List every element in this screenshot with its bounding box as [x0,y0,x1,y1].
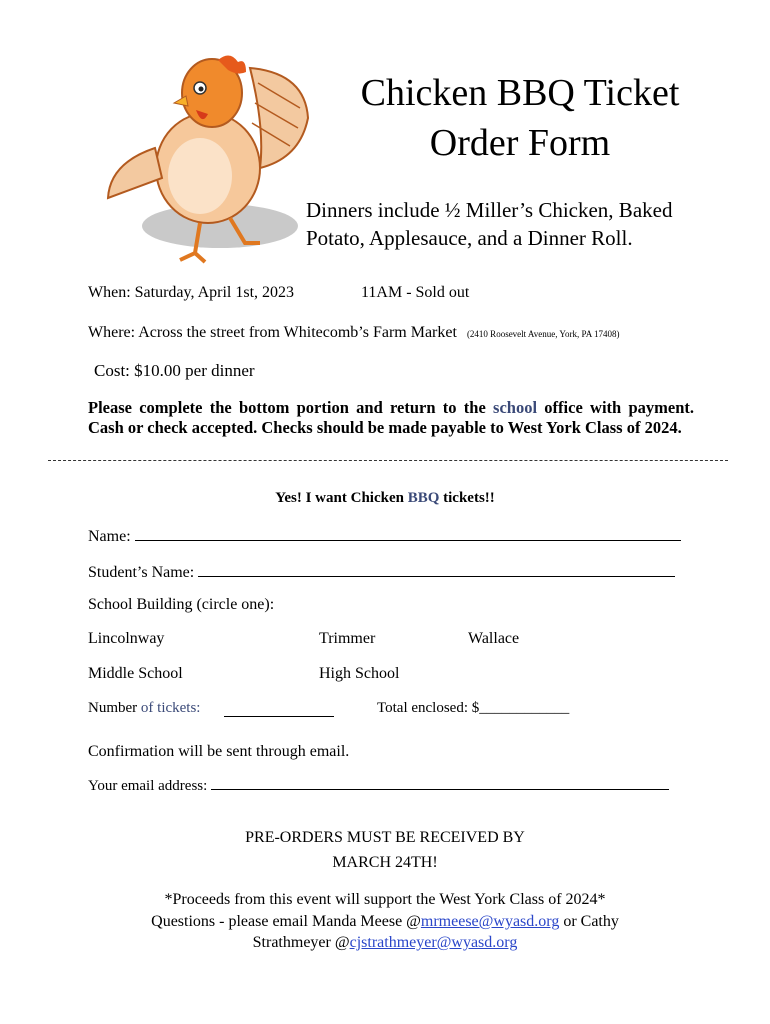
instructions: Please complete the bottom portion and return to the school office with payment. Cash or check accepted. Checks should be made payable to West York Class of 2024. [88,398,694,437]
option-high-school[interactable]: High School [319,665,400,682]
email-input-line[interactable] [211,775,669,790]
event-location: Where: Across the street from Whitecomb’s Farm Market (2410 Roosevelt Avenue, York, PA 17408) [88,324,620,341]
tickets-field[interactable]: Number of tickets: [88,700,201,716]
form-heading: Yes! I want Chicken BBQ tickets!! [275,490,495,506]
confirmation-note: Confirmation will be sent through email. [88,743,350,760]
proceeds-note: *Proceeds from this event will support the West York Class of 2024* [164,891,606,908]
email-link-cjstrathmeyer[interactable]: cjstrathmeyer@wyasd.org [349,934,518,951]
page-title: Chicken BBQ Ticket Order Form [360,72,680,164]
deadline-line-1: PRE-ORDERS MUST BE RECEIVED BY [245,829,525,846]
student-name-input-line[interactable] [198,562,675,577]
deadline-line-2: MARCH 24TH! [332,854,438,871]
school-building-label: School Building (circle one): [88,596,275,613]
option-middle-school[interactable]: Middle School [88,665,183,682]
name-field[interactable]: Name: [88,526,681,546]
option-lincolnway[interactable]: Lincolnway [88,630,165,647]
tickets-input-line[interactable] [224,700,334,717]
dinner-description: Dinners include ½ Miller’s Chicken, Baked Potato, Applesauce, and a Dinner Roll. [306,198,673,250]
option-wallace[interactable]: Wallace [468,630,520,647]
event-date: When: Saturday, April 1st, 2023 [88,284,295,301]
name-input-line[interactable] [135,526,681,541]
total-enclosed-field[interactable]: Total enclosed: $____________ [377,700,570,716]
questions-line-2: Strathmeyer @cjstrathmeyer@wyasd.org [252,934,518,951]
cut-line [48,460,728,461]
event-address: (2410 Roosevelt Avenue, York, PA 17408) [466,329,620,339]
chicken-illustration [100,48,315,266]
email-field[interactable]: Your email address: [88,775,669,795]
student-name-field[interactable]: Student’s Name: [88,562,675,582]
event-time: 11AM - Sold out [361,284,470,301]
option-trimmer[interactable]: Trimmer [319,630,376,647]
event-cost: Cost: $10.00 per dinner [94,361,255,380]
email-link-mrmeese[interactable]: mrmeese@wyasd.org [420,913,560,930]
questions-line: Questions - please email Manda Meese @mrmeese@wyasd.org or Cathy [151,913,619,930]
